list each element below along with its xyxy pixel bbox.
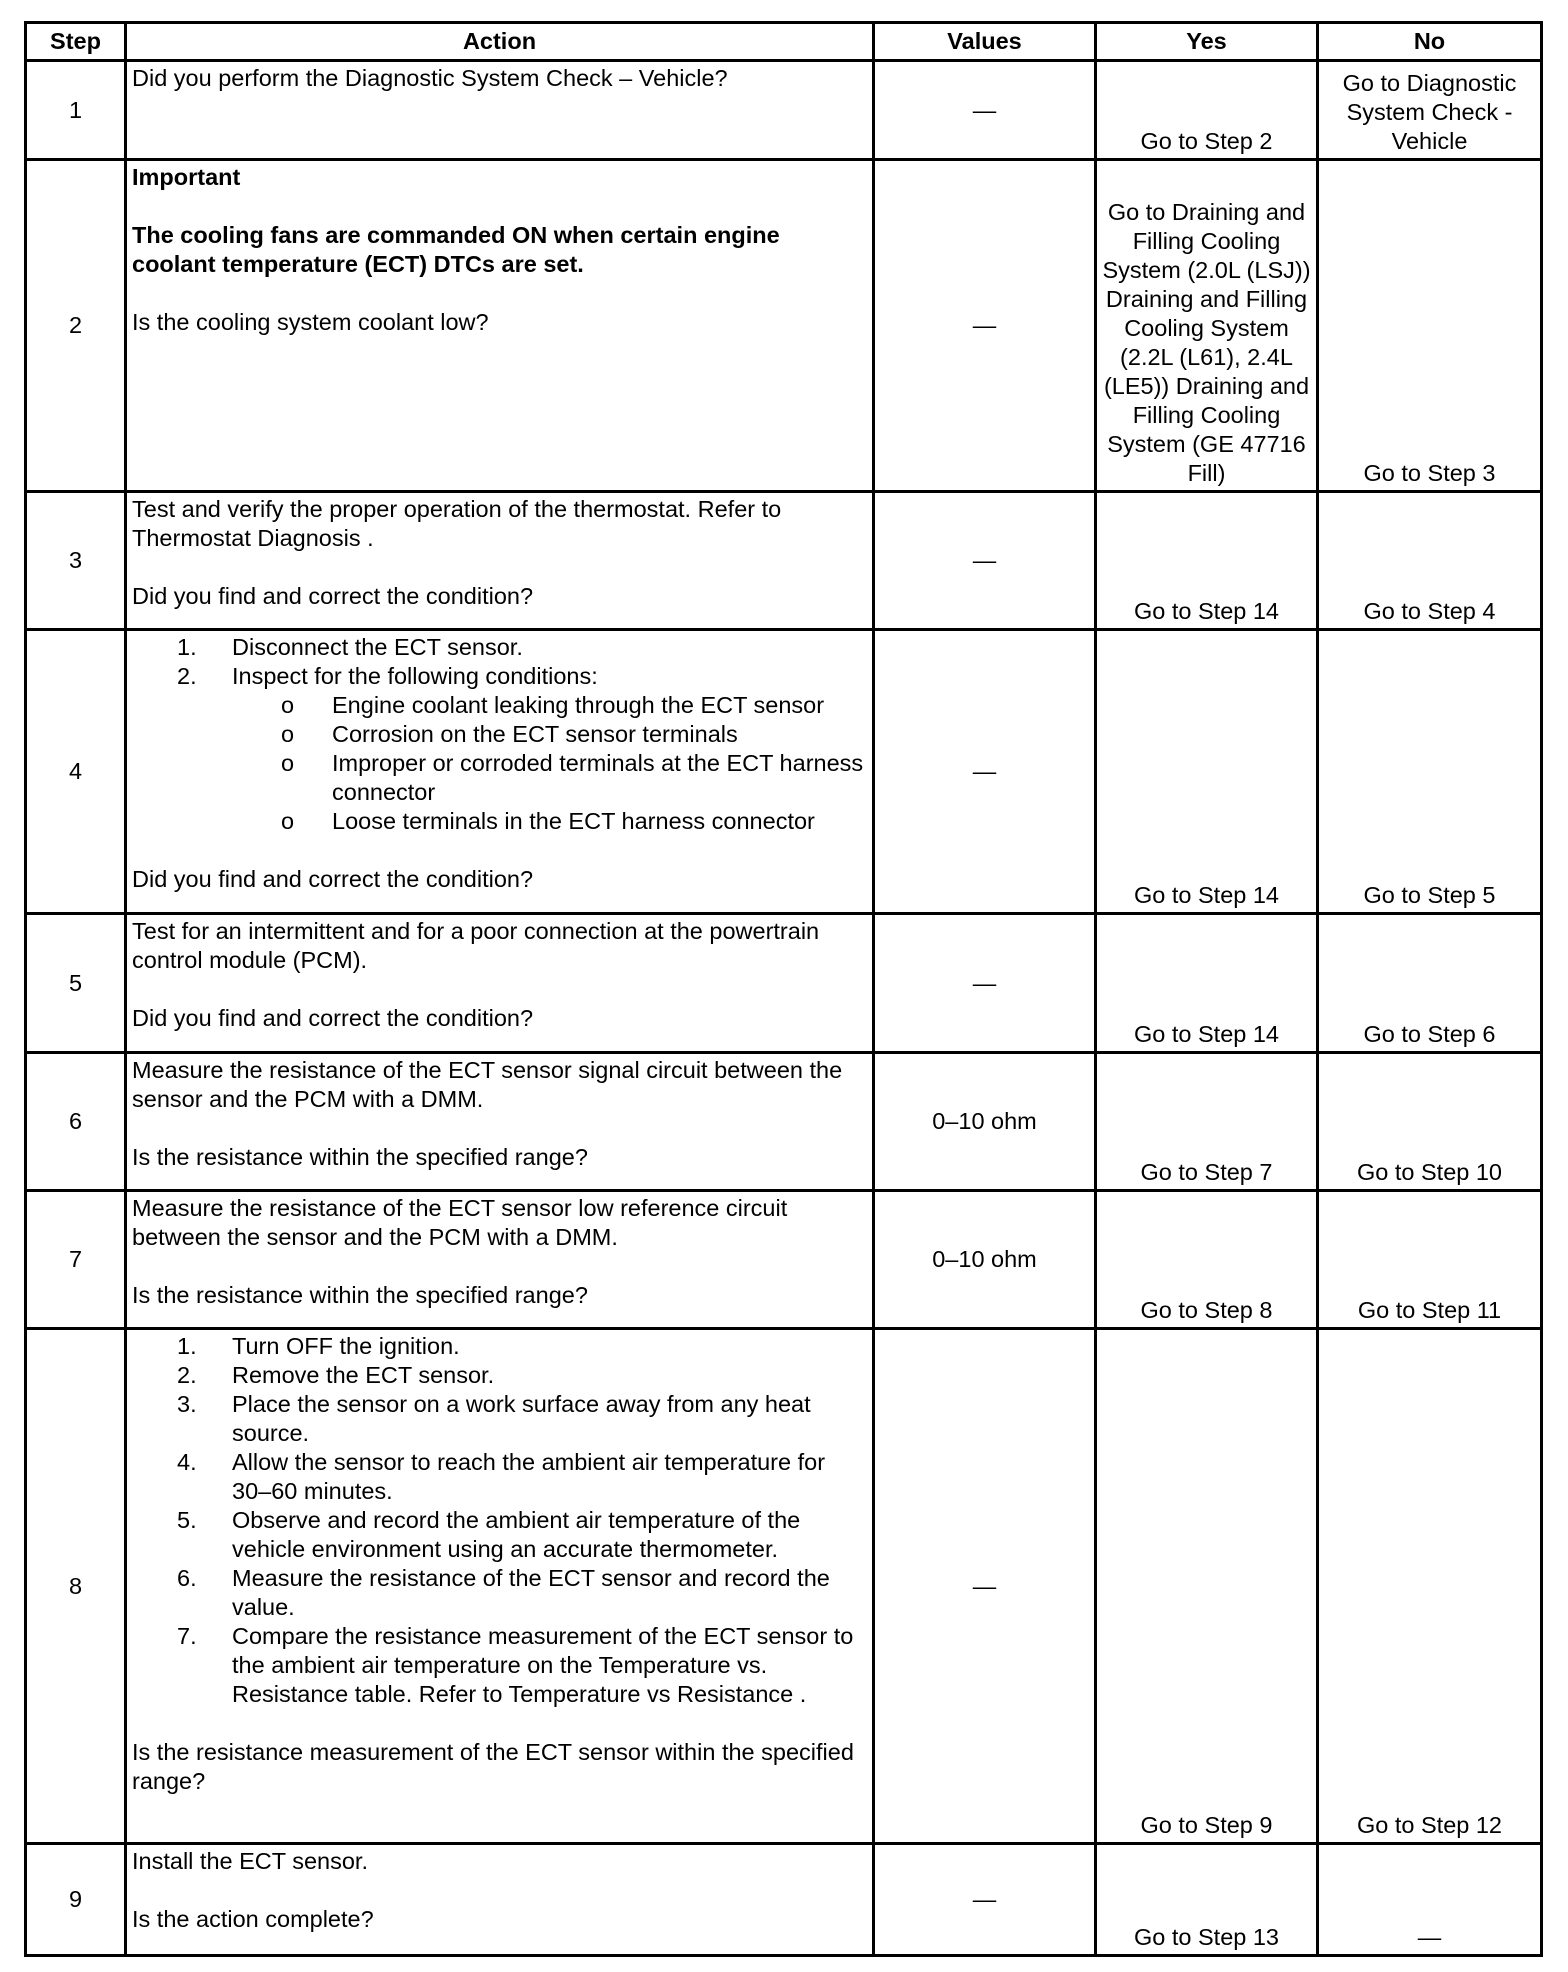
procedure-step: 1. Turn OFF the ignition.: [177, 1333, 460, 1359]
condition-item: o Improper or corroded terminals at the ECT harness connector: [281, 750, 864, 805]
value-cell: —: [874, 61, 1096, 160]
value-cell: —: [874, 630, 1096, 914]
action-cell: [126, 1191, 874, 1329]
table-row: [26, 1844, 1542, 1956]
procedure-step-text: Observe and record the ambient air temperature of the vehicle environment using an accurate thermometer.: [232, 1507, 801, 1562]
bullet-icon: o: [281, 750, 295, 776]
table-row: [26, 160, 1542, 492]
procedure-step: 2. Remove the ECT sensor.: [177, 1362, 495, 1388]
yes-cell: Go to Step 13: [1096, 1844, 1318, 1956]
condition-item: o Corrosion on the ECT sensor terminals: [281, 721, 738, 747]
header-row: [26, 23, 1542, 61]
value-cell: —: [874, 492, 1096, 630]
action-question: Is the cooling system coolant low?: [132, 309, 489, 335]
value-cell: —: [874, 1329, 1096, 1844]
action-question: Is the action complete?: [132, 1906, 374, 1932]
header-no: No: [1318, 23, 1542, 61]
procedure-list: [132, 633, 867, 836]
value-cell: —: [874, 1844, 1096, 1956]
action-question: Did you find and correct the condition?: [132, 866, 534, 892]
condition-item: o Loose terminals in the ECT harness connector: [281, 808, 815, 834]
procedure-step-text: Disconnect the ECT sensor.: [232, 634, 523, 660]
no-cell: —: [1318, 1844, 1542, 1956]
action-text: Test for an intermittent and for a poor connection at the powertrain control module (PCM).: [132, 918, 820, 973]
action-cell: [126, 1844, 874, 1956]
procedure-step: 4. Allow the sensor to reach the ambient air temperature for 30–60 minutes.: [177, 1449, 826, 1504]
procedure-step: [132, 662, 867, 836]
action-question: Is the resistance within the specified range?: [132, 1144, 588, 1170]
procedure-step-text: Place the sensor on a work surface away from any heat source.: [232, 1391, 811, 1446]
action-text: Install the ECT sensor.: [132, 1848, 368, 1874]
procedure-step-text: Compare the resistance measurement of the ECT sensor to the ambient air temperature on the Temperature vs. Resistance table. Refer to Temperature vs Resistance .: [232, 1623, 854, 1707]
condition-list: [232, 691, 867, 836]
important-text: The cooling fans are commanded ON when certain engine coolant temperature (ECT) DTCs are set.: [132, 222, 780, 277]
value-cell: —: [874, 160, 1096, 492]
diagnostic-table: [24, 21, 1543, 1957]
procedure-list: [132, 1332, 867, 1709]
bullet-icon: o: [281, 721, 295, 747]
action-text: Did you perform the Diagnostic System Check – Vehicle?: [132, 65, 728, 91]
procedure-step-text: Inspect for the following conditions:: [232, 663, 598, 689]
yes-cell: Go to Step 9: [1096, 1329, 1318, 1844]
no-cell: Go to Step 5: [1318, 630, 1542, 914]
value-cell: —: [874, 914, 1096, 1053]
yes-cell: Go to Step 14: [1096, 630, 1318, 914]
procedure-step-number: 1.: [177, 634, 197, 660]
yes-cell: Go to Draining and Filling Cooling System (2.0L (LSJ)) Draining and Filling Cooling System (2.2L (L61), 2.4L (LE5)) Draining and Filling Cooling System (GE 47716 Fill): [1096, 160, 1318, 492]
step-number: 1: [26, 61, 126, 160]
action-question: Did you find and correct the condition?: [132, 583, 534, 609]
action-cell: [126, 492, 874, 630]
action-text: Measure the resistance of the ECT sensor signal circuit between the sensor and the PCM with a DMM.: [132, 1057, 843, 1112]
table-row: [26, 1191, 1542, 1329]
value-cell: 0–10 ohm: [874, 1053, 1096, 1191]
yes-cell: Go to Step 2: [1096, 61, 1318, 160]
bullet-icon: o: [281, 692, 295, 718]
step-number: 3: [26, 492, 126, 630]
action-cell: [126, 914, 874, 1053]
step-number: 4: [26, 630, 126, 914]
action-cell: [126, 1053, 874, 1191]
yes-cell: Go to Step 7: [1096, 1053, 1318, 1191]
header-yes: Yes: [1096, 23, 1318, 61]
header-step: Step: [26, 23, 126, 61]
no-cell: Go to Diagnostic System Check - Vehicle: [1318, 61, 1542, 160]
no-cell: Go to Step 11: [1318, 1191, 1542, 1329]
procedure-step-number: 2.: [177, 663, 197, 689]
page: [24, 21, 1540, 1957]
procedure-step-text: Allow the sensor to reach the ambient air temperature for 30–60 minutes.: [232, 1449, 826, 1504]
procedure-step-text: Remove the ECT sensor.: [232, 1362, 495, 1388]
action-cell: [126, 1329, 874, 1844]
action-cell: [126, 160, 874, 492]
value-cell: 0–10 ohm: [874, 1191, 1096, 1329]
procedure-step: [132, 633, 867, 662]
step-number: 6: [26, 1053, 126, 1191]
action-question: Is the resistance measurement of the ECT sensor within the specified range?: [132, 1739, 854, 1794]
condition-item: o Engine coolant leaking through the ECT sensor: [281, 692, 825, 718]
table-row: [26, 1053, 1542, 1191]
no-cell: Go to Step 10: [1318, 1053, 1542, 1191]
step-number: 7: [26, 1191, 126, 1329]
step-number: 5: [26, 914, 126, 1053]
bullet-icon: o: [281, 808, 295, 834]
action-cell: [126, 61, 874, 160]
step-number: 2: [26, 160, 126, 492]
table-row: [26, 492, 1542, 630]
step-number: 8: [26, 1329, 126, 1844]
important-label: Important: [132, 164, 241, 190]
action-text: Test and verify the proper operation of the thermostat. Refer to Thermostat Diagnosis .: [132, 496, 782, 551]
header-action: Action: [126, 23, 874, 61]
procedure-step: 6. Measure the resistance of the ECT sensor and record the value.: [177, 1565, 830, 1620]
yes-cell: Go to Step 14: [1096, 914, 1318, 1053]
action-question: Did you find and correct the condition?: [132, 1005, 534, 1031]
header-values: Values: [874, 23, 1096, 61]
no-cell: Go to Step 6: [1318, 914, 1542, 1053]
yes-cell: Go to Step 14: [1096, 492, 1318, 630]
action-cell: [126, 630, 874, 914]
table-row: [26, 630, 1542, 914]
procedure-step-text: Measure the resistance of the ECT sensor and record the value.: [232, 1565, 830, 1620]
step-number: 9: [26, 1844, 126, 1956]
table-row: [26, 1329, 1542, 1844]
action-question: Is the resistance within the specified range?: [132, 1282, 588, 1308]
no-cell: Go to Step 3: [1318, 160, 1542, 492]
table-row: [26, 914, 1542, 1053]
procedure-step: 3. Place the sensor on a work surface away from any heat source.: [177, 1391, 811, 1446]
procedure-step: 5. Observe and record the ambient air temperature of the vehicle environment using an accurate thermometer.: [177, 1507, 801, 1562]
procedure-step-text: Turn OFF the ignition.: [232, 1333, 460, 1359]
yes-cell: Go to Step 8: [1096, 1191, 1318, 1329]
no-cell: Go to Step 4: [1318, 492, 1542, 630]
no-cell: Go to Step 12: [1318, 1329, 1542, 1844]
action-text: Measure the resistance of the ECT sensor low reference circuit between the sensor and the PCM with a DMM.: [132, 1195, 788, 1250]
table-row: [26, 61, 1542, 160]
procedure-step: 7. Compare the resistance measurement of the ECT sensor to the ambient air temperature on the Temperature vs. Resistance table. Refer to Temperature vs Resistance .: [177, 1623, 854, 1707]
